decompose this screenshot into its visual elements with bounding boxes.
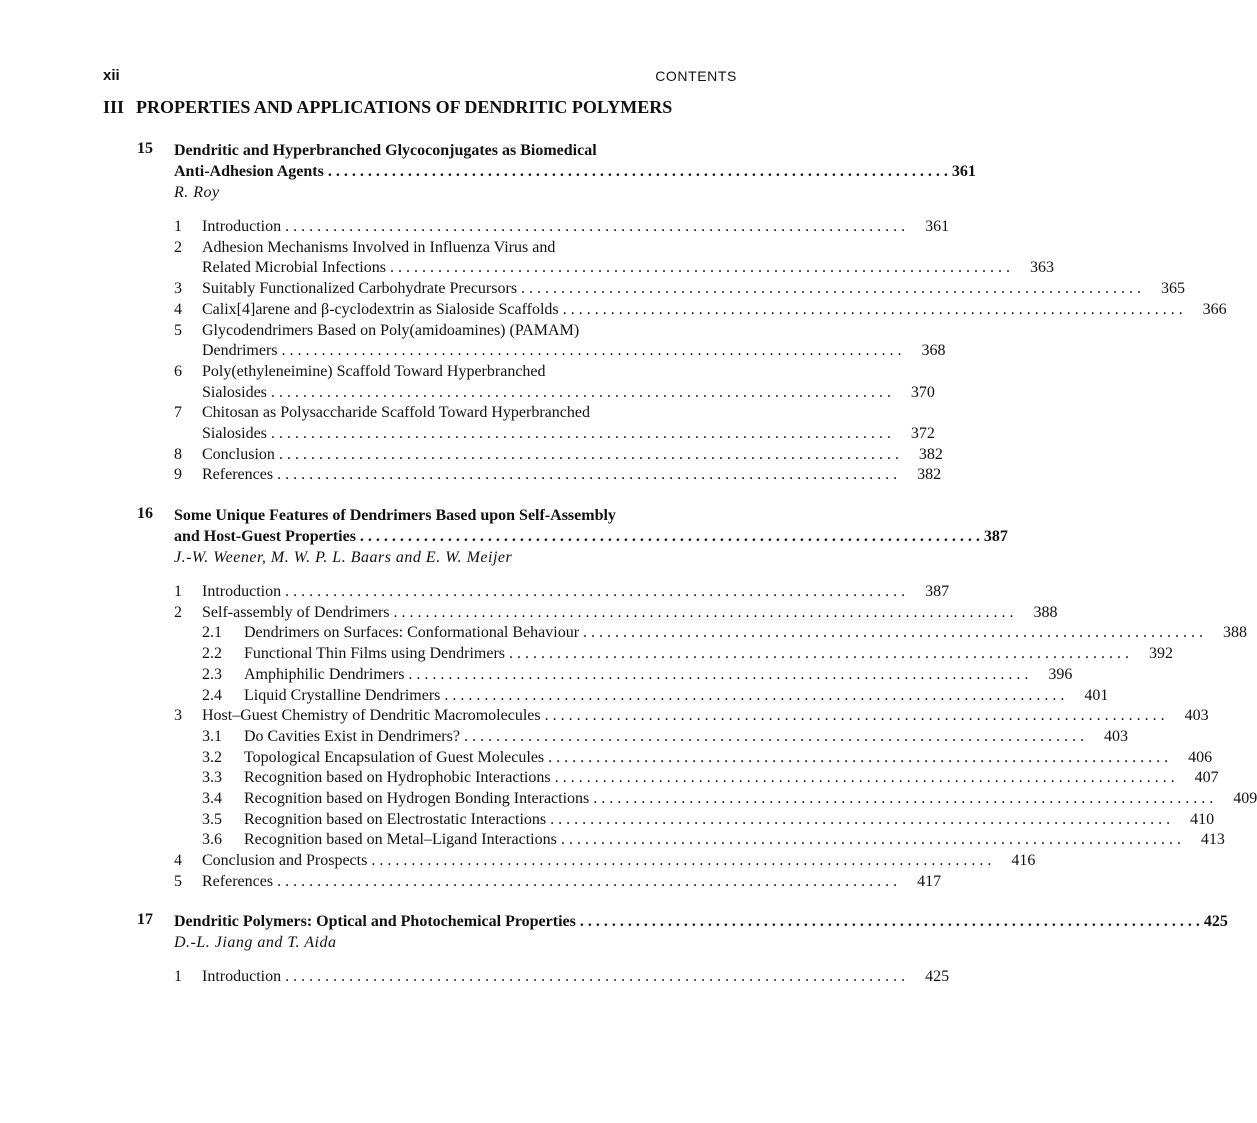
chapter-authors: R. Roy [174,184,220,201]
toc-entry[interactable]: 1 Introduction . . . 361 [174,217,737,238]
chapter-number: 17 [137,911,153,928]
toc-subentry[interactable]: 2.1 Dendrimers on Surfaces: Conformational Behaviour . . . 388 [202,623,737,644]
part-title-text: PROPERTIES AND APPLICATIONS OF DENDRITIC POLYMERS [136,97,673,117]
toc-entry[interactable]: 4 Calix[4]arene and β-cyclodextrin as Sialoside Scaffolds . . . 366 [174,300,737,321]
chapter-title-line[interactable]: Anti-Adhesion Agents . . . 361 [174,161,737,182]
toc-entry[interactable]: 2 Adhesion Mechanisms Involved in Influenza Virus and Related Microbial Infections . . . 363 [174,238,737,279]
toc-subentry[interactable]: 2.2 Functional Thin Films using Dendrimers . . . 392 [202,644,737,665]
chapter-title: Some Unique Features of Dendrimers Based upon Self-Assembly [174,507,616,524]
chapter-authors: J.-W. Weener, M. W. P. L. Baars and E. W. Meijer [174,549,513,566]
toc-entry[interactable]: 5 Glycodendrimers Based on Poly(amidoamines) (PAMAM) Dendrimers . . . 368 [174,321,737,362]
running-head: CONTENTS [655,68,737,84]
toc-entry[interactable]: 4 Conclusion and Prospects . . . 416 [174,851,737,872]
chapter-entries [174,582,1257,893]
part-number: III [103,97,125,117]
toc-entry[interactable]: 9 References . . . 382 [174,465,737,486]
toc-entry[interactable]: 3 Suitably Functionalized Carbohydrate Precursors . . . 365 [174,279,737,300]
toc-entry[interactable]: 7 Chitosan as Polysaccharide Scaffold Toward Hyperbranched Sialosides . . . 372 [174,403,737,444]
toc-subentry[interactable]: 3.6 Recognition based on Metal–Ligand Interactions . . . 413 [202,830,737,851]
toc-entry[interactable]: 2 Self-assembly of Dendrimers . . . 388 [174,603,737,624]
toc-entry[interactable]: 6 Poly(ethyleneimine) Scaffold Toward Hyperbranched Sialosides . . . 370 [174,362,737,403]
toc-subentry[interactable]: 3.3 Recognition based on Hydrophobic Interactions . . . 407 [202,768,737,789]
chapter-17 [103,911,1228,988]
chapter-title: Dendritic and Hyperbranched Glycoconjugates as Biomedical [174,142,597,159]
chapter-title-line[interactable]: Dendritic Polymers: Optical and Photochemical Properties . . . 425 [174,911,737,932]
toc-subentry[interactable]: 3.1 Do Cavities Exist in Dendrimers? . . . 403 [202,727,737,748]
chapter-authors: D.-L. Jiang and T. Aida [174,934,337,951]
toc-subentry[interactable]: 3.4 Recognition based on Hydrogen Bonding Interactions . . . 409 [202,789,737,810]
chapter-page: 425 [1203,913,1228,930]
toc-entry[interactable]: 3 Host–Guest Chemistry of Dendritic Macromolecules . . . 403 [174,706,737,727]
toc-subentry[interactable]: 2.3 Amphiphilic Dendrimers . . . 396 [202,665,737,686]
part-title [103,97,743,118]
toc-entry[interactable]: 8 Conclusion . . . 382 [174,445,737,466]
chapter-title-line[interactable]: and Host-Guest Properties . . . 387 [174,526,737,547]
toc-subentry[interactable]: 2.4 Liquid Crystalline Dendrimers . . . 401 [202,686,737,707]
chapter-page: 361 [951,163,976,180]
toc-subentry[interactable]: 3.2 Topological Encapsulation of Guest Molecules . . . 406 [202,748,737,769]
chapter-16 [103,505,1257,893]
chapter-number: 16 [137,505,153,522]
toc-entry[interactable]: 1 Introduction . . . 425 [174,967,737,988]
chapter-number: 15 [137,140,153,157]
toc-entry[interactable]: 5 References . . . 417 [174,872,737,893]
chapter-entries [174,967,950,988]
chapter-page: 387 [983,528,1008,545]
toc-subentry[interactable]: 3.5 Recognition based on Electrostatic Interactions . . . 410 [202,810,737,831]
chapter-15 [103,140,1227,486]
page-number: xii [103,67,120,84]
chapter-entries [174,217,1227,486]
toc-entry[interactable]: 1 Introduction . . . 387 [174,582,737,603]
